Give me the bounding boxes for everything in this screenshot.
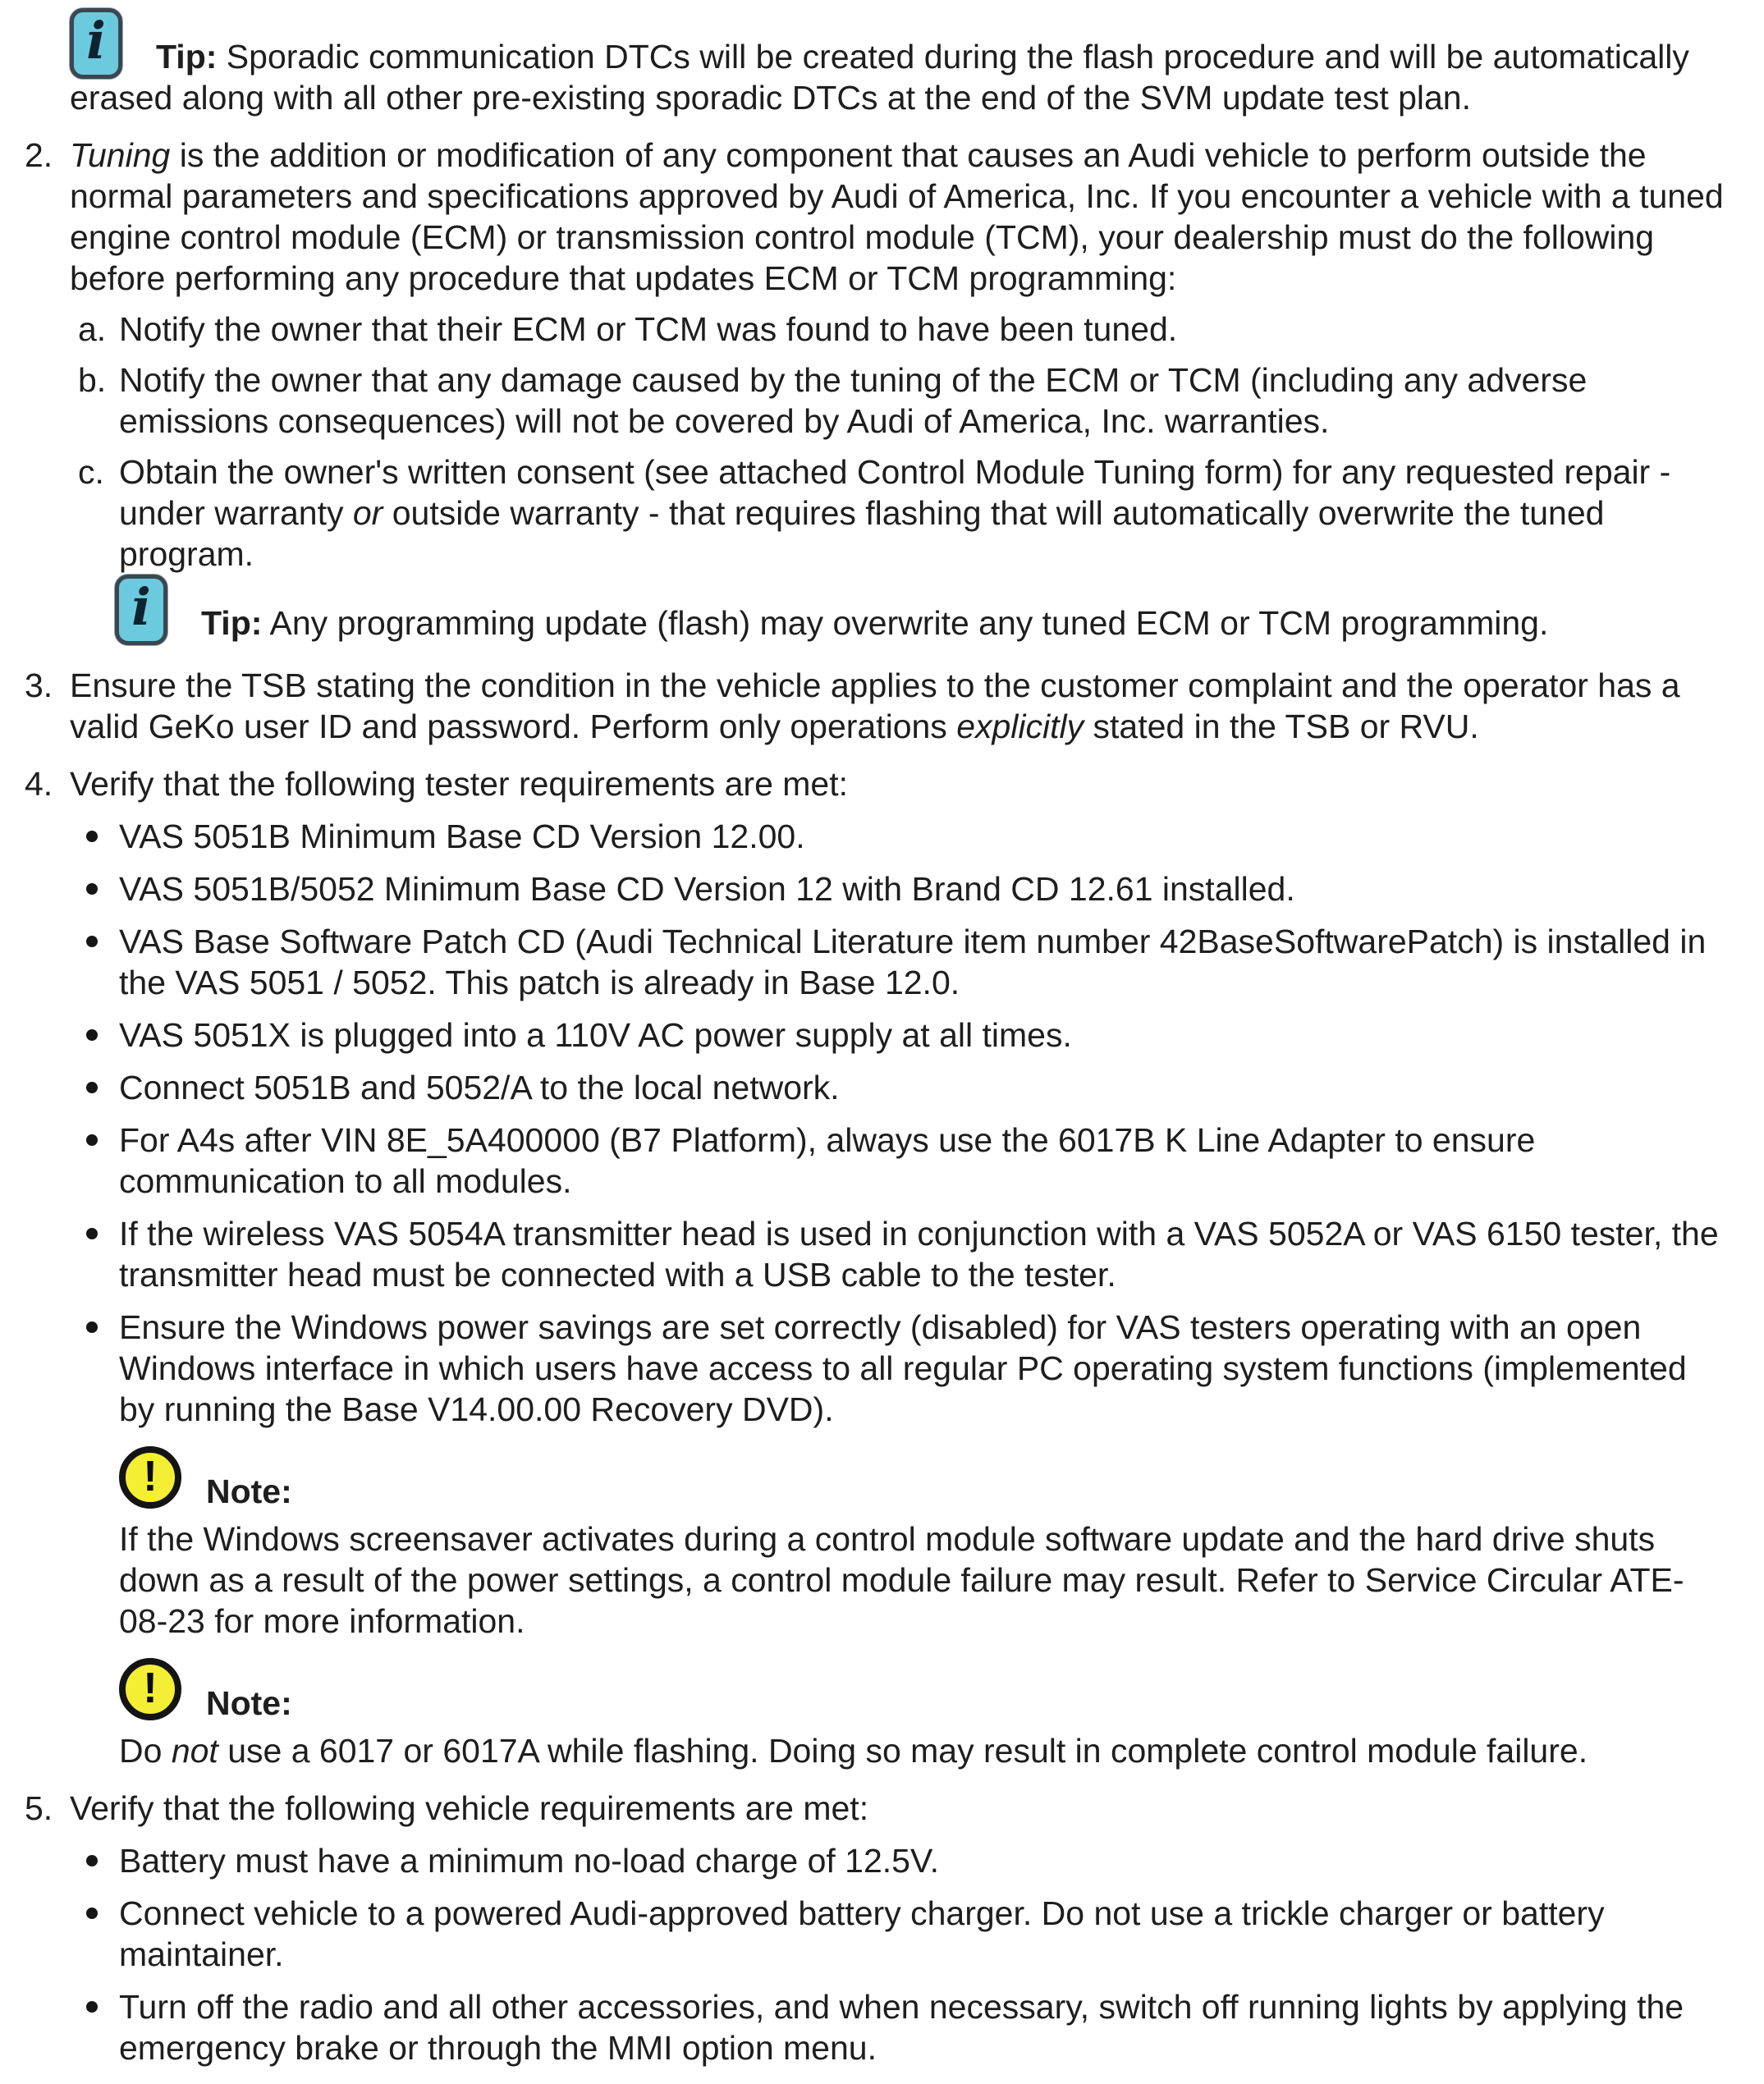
- item-4-content: [70, 763, 1731, 1771]
- italic-term: explicitly: [956, 708, 1084, 745]
- sub-item-text: Notify the owner that their ECM or TCM was found to have been tuned.: [119, 310, 1178, 348]
- info-icon: [70, 8, 122, 79]
- note-text-pre: Do: [119, 1732, 172, 1770]
- item-number: 3.: [25, 666, 53, 704]
- bullet-icon: [78, 1840, 119, 1881]
- bullet-icon: [78, 868, 119, 909]
- note-1-text: If the Windows screensaver activates during a control module software update and the hard drive shuts down as a result of the power settings, a control module failure may result. Refer to Service Circular ATE-08-23 for more information.: [119, 1520, 1684, 1640]
- bullet-icon: [78, 816, 119, 857]
- list-item: [78, 1067, 1731, 1108]
- list-item: [78, 1986, 1731, 2068]
- bullet-text: If the wireless VAS 5054A transmitter head is used in conjunction with a VAS 5052A or VAS 6150 tester, the transmitter head must be connected with a USB cable to the tester.: [119, 1215, 1719, 1294]
- bullet-icon: [78, 1893, 119, 1975]
- bullet-text: Ensure the Windows power savings are set correctly (disabled) for VAS testers operating with an open Windows interface in which users have access to all regular PC operating system functions (implemented by running the Base V14.00.00 Recovery DVD).: [119, 1308, 1687, 1428]
- note-header: [119, 1446, 1731, 1512]
- item-number: 5.: [25, 1789, 53, 1827]
- info-icon-glyph: i: [86, 11, 106, 71]
- tip-label: Tip:: [156, 38, 218, 76]
- paragraph-text-pre: Ensure the TSB stating the condition in the vehicle applies to the customer complaint and the operator has a valid GeKo user ID and password. Perform only operations: [70, 666, 1680, 745]
- tip-1-text: [70, 36, 1731, 118]
- bullet-text: VAS Base Software Patch CD (Audi Technical Literature item number 42BaseSoftwarePatch) is installed in the VAS 5051 / 5052. This patch is already in Base 12.0.: [119, 923, 1707, 1001]
- item-3-paragraph: [70, 665, 1731, 747]
- sub-item-a: [78, 309, 1731, 350]
- bullet-icon: [78, 921, 119, 1003]
- bullet-text: For A4s after VIN 8E_5A400000 (B7 Platform), always use the 6017B K Line Adapter to ensure communication to all modules.: [119, 1121, 1536, 1200]
- note-text-post: use a 6017 or 6017A while flashing. Doing so may result in complete control module failure.: [218, 1732, 1588, 1770]
- info-icon-glyph: i: [131, 577, 151, 637]
- list-item: [78, 1840, 1731, 1881]
- list-item: [78, 868, 1731, 909]
- bullet-icon: [78, 1015, 119, 1056]
- sub-item-letter: b.: [78, 361, 107, 399]
- note-callout-1: [119, 1446, 1731, 1642]
- sub-item-text-post: outside warranty - that requires flashing that will automatically overwrite the tuned program.: [119, 494, 1605, 573]
- list-item: [78, 1307, 1731, 1430]
- bullet-icon: [78, 1120, 119, 1202]
- bullet-text: Connect 5051B and 5052/A to the local network.: [119, 1069, 840, 1106]
- item-2-content: [70, 135, 1731, 648]
- note-callout-2: [119, 1658, 1731, 1771]
- tip-callout-1: [70, 11, 1731, 118]
- item-2-paragraph: [70, 135, 1731, 299]
- list-item: [78, 816, 1731, 857]
- alert-icon-glyph: !: [143, 1665, 158, 1712]
- alert-icon: [119, 1446, 181, 1509]
- bullet-icon: [78, 1213, 119, 1295]
- numbered-item-2: [25, 135, 1731, 648]
- alert-icon-glyph: !: [143, 1453, 158, 1500]
- paragraph-text: is the addition or modification of any component that causes an Audi vehicle to perform outside the normal parameters and specifications approved by Audi of America, Inc. If you encounter a vehicle with a tuned engine control module (ECM) or transmission control module (TCM), your dealership must do the following before performing any procedure that updates ECM or TCM programming:: [70, 136, 1724, 297]
- item-3-content: [70, 665, 1731, 747]
- bullet-icon: [78, 1307, 119, 1430]
- bullet-text: VAS 5051X is plugged into a 110V AC power supply at all times.: [119, 1016, 1072, 1054]
- tip-2-text: [115, 602, 1731, 644]
- bullet-text: VAS 5051B Minimum Base CD Version 12.00.: [119, 818, 805, 855]
- sub-item-letter: a.: [78, 310, 107, 348]
- sub-item-c: [78, 451, 1731, 575]
- sub-item-letter: c.: [78, 453, 104, 491]
- bullet-icon: [78, 1067, 119, 1108]
- paragraph-text-post: stated in the TSB or RVU.: [1084, 708, 1479, 745]
- alert-icon: [119, 1658, 181, 1720]
- numbered-item-3: [25, 665, 1731, 747]
- numbered-item-4: [25, 763, 1731, 1771]
- italic-term: not: [171, 1732, 218, 1770]
- list-item: [78, 1015, 1731, 1056]
- bullet-text: Connect vehicle to a powered Audi-approved battery charger. Do not use a trickle charger or battery maintainer.: [119, 1894, 1605, 1973]
- list-item: [78, 1213, 1731, 1295]
- sub-item-text: Notify the owner that any damage caused by the tuning of the ECM or TCM (including any adverse emissions consequences) will not be covered by Audi of America, Inc. warranties.: [119, 361, 1588, 440]
- bullet-text: Battery must have a minimum no-load charge of 12.5V.: [119, 1842, 939, 1880]
- item-5-content: [70, 1788, 1731, 2068]
- item-number: 2.: [25, 136, 53, 174]
- sub-item-text-pre: Obtain the owner's written consent (see attached Control Module Tuning form) for any requested repair - under warranty: [119, 453, 1671, 532]
- list-item: [78, 1893, 1731, 1975]
- italic-term: Tuning: [70, 136, 171, 174]
- item-5-intro: Verify that the following vehicle requirements are met:: [70, 1789, 869, 1827]
- tip-body: Sporadic communication DTCs will be created during the flash procedure and will be automatically erased along with all other pre-existing sporadic DTCs at the end of the SVM update test plan.: [70, 38, 1689, 117]
- note-label: Note:: [206, 1684, 292, 1722]
- tip-callout-2: [115, 577, 1731, 644]
- note-header: [119, 1658, 1731, 1724]
- bullet-text: Turn off the radio and all other accessories, and when necessary, switch off running lights by applying the emergency brake or through the MMI option menu.: [119, 1988, 1684, 2067]
- info-icon: [115, 575, 167, 645]
- bullet-icon: [78, 1986, 119, 2068]
- bullet-text: VAS 5051B/5052 Minimum Base CD Version 12 with Brand CD 12.61 installed.: [119, 870, 1295, 908]
- list-item: [78, 921, 1731, 1003]
- item-4-intro: Verify that the following tester requirements are met:: [70, 765, 849, 803]
- item-number: 4.: [25, 765, 53, 803]
- numbered-item-5: [25, 1788, 1731, 2068]
- list-item: [78, 1120, 1731, 1202]
- sub-item-b: [78, 360, 1731, 442]
- note-label: Note:: [206, 1473, 292, 1510]
- sub-item-text: [119, 451, 1731, 575]
- italic-term: or: [352, 494, 383, 532]
- tip-body: Any programming update (flash) may overwrite any tuned ECM or TCM programming.: [262, 604, 1549, 642]
- tip-label: Tip:: [201, 604, 263, 642]
- note-2-text: [119, 1730, 1731, 1771]
